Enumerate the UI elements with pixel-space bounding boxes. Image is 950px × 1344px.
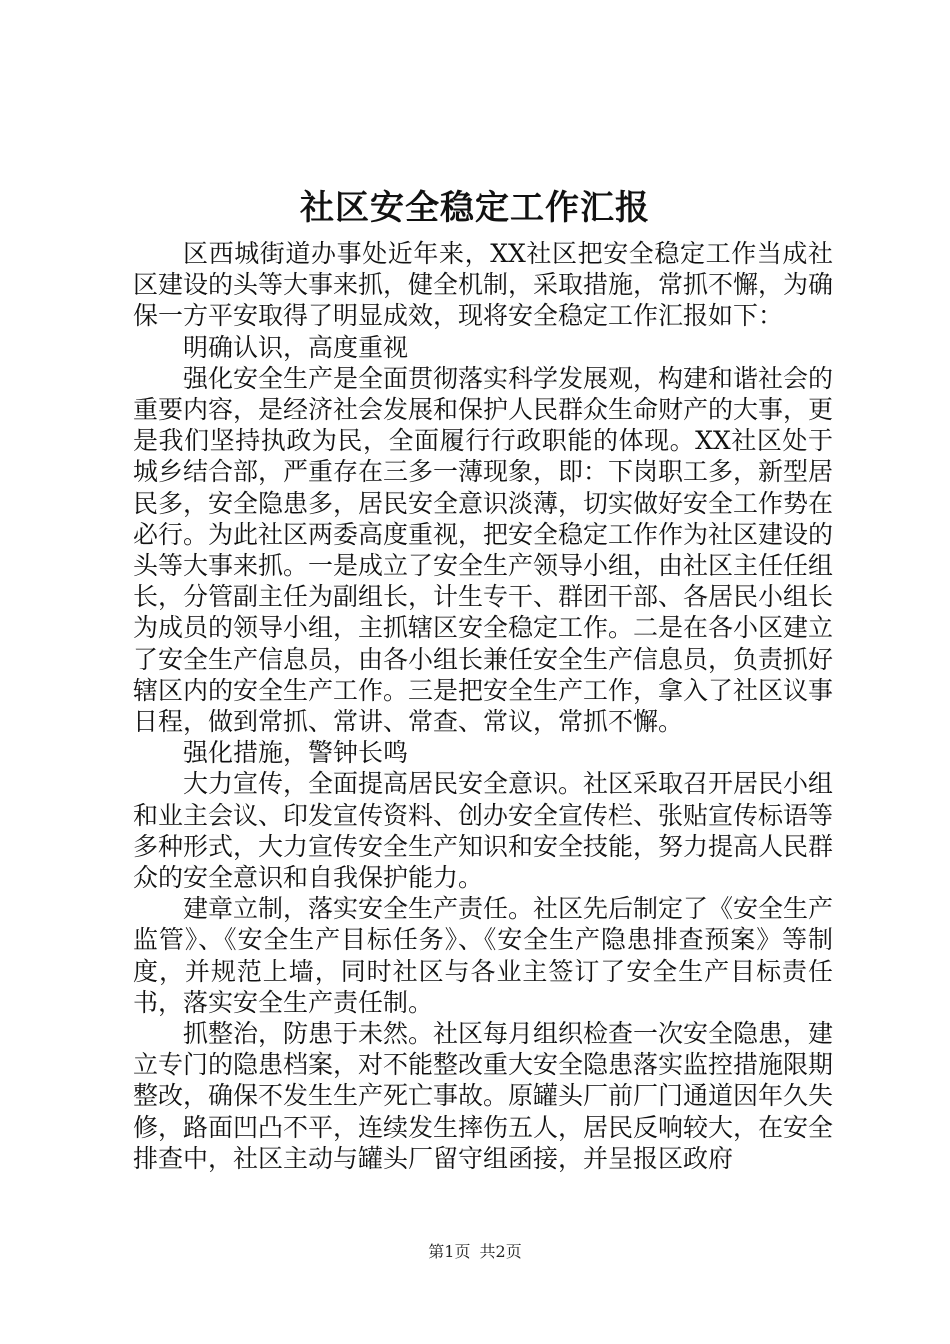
intro-paragraph: 区西城街道办事处近年来，XX社区把安全稳定工作当成社区建设的头等大事来抓，健全机制，采取措施，常抓不懈，为确保一方平安取得了明显成效，现将安全稳定工作汇报如下： [133,239,834,331]
body-paragraph: 抓整治，防患于未然。社区每月组织检查一次安全隐患，建立专门的隐患档案，对不能整改重大安全隐患落实监控措施限期整改，确保不发生生产死亡事故。原罐头厂前厂门通道因年久失修，路面凹凸不平，连续发生摔伤五人，居民反响较大，在安全排查中，社区主动与罐头厂留守组函接，并呈报区政府 [133,1019,834,1173]
document-title: 社区安全稳定工作汇报 [300,188,650,228]
section-heading-1: 明确认识，高度重视 [183,332,409,362]
document-body [133,238,833,1174]
page-footer [0,1242,950,1262]
page-number: 第1页 [428,1242,471,1261]
body-paragraph: 大力宣传，全面提高居民安全意识。社区采取召开居民小组和业主会议、印发宣传资料、创办安全宣传栏、张贴宣传标语等多种形式，大力宣传安全生产知识和安全技能，努力提高人民群众的安全意识和自我保护能力。 [133,769,834,893]
page-total: 共2页 [479,1242,522,1261]
body-paragraph: 强化安全生产是全面贯彻落实科学发展观，构建和谐社会的重要内容，是经济社会发展和保护人民群众生命财产的大事，更是我们坚持执政为民，全面履行行政职能的体现。XX社区处于城乡结合部，严重存在三多一薄现象，即：下岗职工多，新型居民多，安全隐患多，居民安全意识淡薄，切实做好安全工作势在必行。为此社区两委高度重视，把安全稳定工作作为社区建设的头等大事来抓。一是成立了安全生产领导小组，由社区主任任组长，分管副主任为副组长，计生专干、群团干部、各居民小组长为成员的领导小组，主抓辖区安全稳定工作。二是在各小区建立了安全生产信息员，由各小组长兼任安全生产信息员，负责抓好辖区内的安全生产工作。三是把安全生产工作，拿入了社区议事日程，做到常抓、常讲、常查、常议，常抓不懈。 [133,363,834,737]
section-heading-2: 强化措施，警钟长鸣 [183,738,409,768]
body-paragraph: 建章立制，落实安全生产责任。社区先后制定了《安全生产监管》、《安全生产目标任务》、《安全生产隐患排查预案》等制度，并规范上墙，同时社区与各业主签订了安全生产目标责任书，落实安全生产责任制。 [133,894,834,1017]
